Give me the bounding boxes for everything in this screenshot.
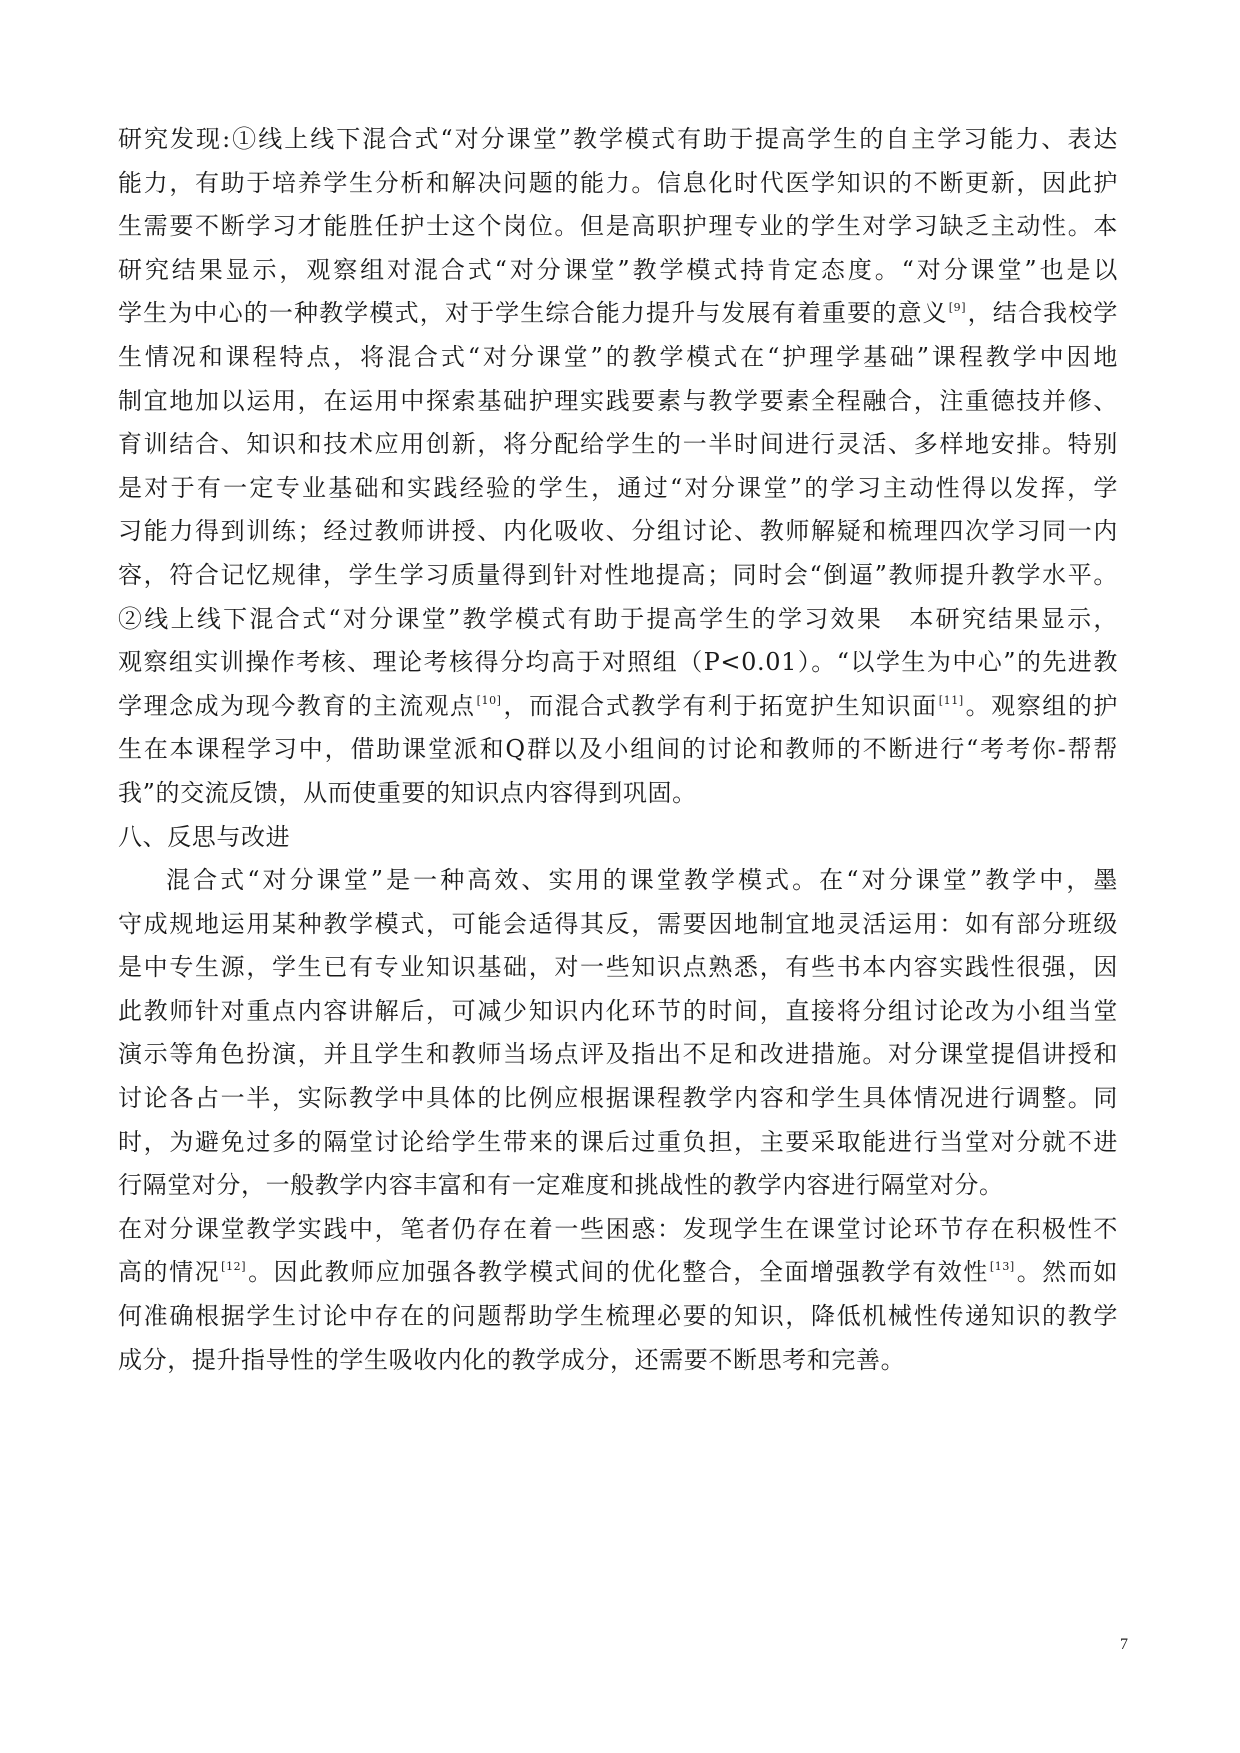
- text-line: [118, 1077, 1118, 1121]
- citation-superscript: [10]: [476, 693, 502, 707]
- line-text: 时，为避免过多的隔堂讨论给学生带来的课后过重负担，主要采取能进行当堂对分就不进: [118, 1127, 1118, 1156]
- citation-superscript: [11]: [938, 693, 964, 707]
- text-line: [118, 380, 1118, 424]
- text-line: [118, 510, 1118, 554]
- line-text: 此教师针对重点内容讲解后，可减少知识内化环节的时间，直接将分组讨论改为小组当堂: [118, 996, 1118, 1025]
- line-text: 是对于有一定专业基础和实践经验的学生，通过“对分课堂”的学习主动性得以发挥，学: [118, 473, 1118, 502]
- line-text: 讨论各占一半，实际教学中具体的比例应根据课程教学内容和学生具体情况进行调整。同: [118, 1084, 1118, 1113]
- line-text: 研究结果显示，观察组对混合式“对分课堂”教学模式持肯定态度。“对分课堂”也是以: [118, 255, 1118, 284]
- line-text: 学理念成为现今教育的主流观点: [118, 691, 476, 720]
- line-text: 生在本课程学习中，借助课堂派和Q群以及小组间的讨论和教师的不断进行“考考你-帮帮: [118, 735, 1118, 764]
- line-text: 生情况和课程特点，将混合式“对分课堂”的教学模式在“护理学基础”课程教学中因地: [118, 342, 1118, 371]
- line-text: 高的情况: [118, 1258, 221, 1287]
- line-text: 行隔堂对分，一般教学内容丰富和有一定难度和挑战性的教学内容进行隔堂对分。: [118, 1171, 1004, 1200]
- document-page: [118, 118, 1118, 1382]
- line-text: 习能力得到训练；经过教师讲授、内化吸收、分组讨论、教师解疑和梳理四次学习同一内: [118, 517, 1118, 546]
- text-line: [118, 641, 1118, 685]
- text-line: [118, 249, 1118, 293]
- text-line: [118, 336, 1118, 380]
- text-line: [118, 1251, 1118, 1295]
- text-line: [118, 859, 1118, 903]
- text-line: [118, 772, 1118, 816]
- section-heading: 八、反思与改进: [118, 822, 291, 851]
- paragraph-reflection: [118, 859, 1118, 1208]
- page-number: 7: [1120, 1636, 1128, 1653]
- text-line: [118, 467, 1118, 511]
- line-text: 。因此教师应加强各教学模式间的优化整合，全面增强教学有效性: [247, 1258, 989, 1287]
- line-text: 容，符合记忆规律，学生学习质量得到针对性地提高；同时会“倒逼”教师提升教学水平。: [118, 560, 1118, 589]
- text-line: [118, 205, 1118, 249]
- line-text: ，结合我校学: [967, 299, 1118, 328]
- line-text: 学生为中心的一种教学模式，对于学生综合能力提升与发展有着重要的意义: [118, 299, 948, 328]
- text-line: [118, 292, 1118, 336]
- line-text: 我”的交流反馈，从而使重要的知识点内容得到巩固。: [118, 778, 697, 807]
- text-line: [118, 903, 1118, 947]
- line-text: 。然而如: [1015, 1258, 1118, 1287]
- line-text: 研究发现:①线上线下混合式“对分课堂”教学模式有助于提高学生的自主学习能力、表达: [118, 125, 1118, 153]
- line-text: 育训结合、知识和技术应用创新，将分配给学生的一半时间进行灵活、多样地安排。特别: [118, 430, 1118, 459]
- citation-superscript: [12]: [221, 1260, 247, 1274]
- line-text: 制宜地加以运用，在运用中探索基础护理实践要素与教学要素全程融合，注重德技并修、: [118, 386, 1118, 415]
- text-line: [118, 1121, 1118, 1165]
- line-text: ②线上线下混合式“对分课堂”教学模式有助于提高学生的学习效果 本研究结果显示，: [118, 604, 1118, 633]
- text-line: [118, 1033, 1118, 1077]
- line-text: 混合式“对分课堂”是一种高效、实用的课堂教学模式。在“对分课堂”教学中，墨: [166, 866, 1118, 895]
- text-line: [118, 946, 1118, 990]
- line-text: 成分，提升指导性的学生吸收内化的教学成分，还需要不断思考和完善。: [118, 1345, 906, 1374]
- paragraph-research-findings: [118, 118, 1118, 816]
- text-line: [118, 990, 1118, 1034]
- paragraph-confusion: [118, 1208, 1118, 1382]
- text-line: [118, 598, 1118, 642]
- line-text: 观察组实训操作考核、理论考核得分均高于对照组（P<0.01）。“以学生为中心”的先进教: [118, 648, 1118, 677]
- text-line: [118, 1339, 1118, 1383]
- citation-superscript: [13]: [989, 1260, 1015, 1274]
- text-line: [118, 118, 1118, 162]
- line-text: ，而混合式教学有利于拓宽护生知识面: [502, 691, 938, 720]
- line-text: 能力，有助于培养学生分析和解决问题的能力。信息化时代医学知识的不断更新，因此护: [118, 168, 1118, 197]
- text-line: [118, 1164, 1118, 1208]
- line-text: 生需要不断学习才能胜任护士这个岗位。但是高职护理专业的学生对学习缺乏主动性。本: [118, 212, 1118, 241]
- line-text: 守成规地运用某种教学模式，可能会适得其反，需要因地制宜地灵活运用：如有部分班级: [118, 909, 1118, 938]
- text-line: [118, 685, 1118, 729]
- line-text: 何准确根据学生讨论中存在的问题帮助学生梳理必要的知识，降低机械性传递知识的教学: [118, 1302, 1118, 1331]
- text-line: [118, 162, 1118, 206]
- line-text: 。观察组的护: [964, 691, 1118, 720]
- text-line: [118, 554, 1118, 598]
- text-line: [118, 423, 1118, 467]
- line-text: 是中专生源，学生已有专业知识基础，对一些知识点熟悉，有些书本内容实践性很强，因: [118, 953, 1118, 982]
- citation-superscript: [9]: [948, 301, 967, 315]
- line-text: 在对分课堂教学实践中，笔者仍存在着一些困惑：发现学生在课堂讨论环节存在积极性不: [118, 1214, 1118, 1243]
- text-line: [118, 1208, 1118, 1252]
- text-line: [118, 728, 1118, 772]
- text-line: [118, 1295, 1118, 1339]
- line-text: 演示等角色扮演，并且学生和教师当场点评及指出不足和改进措施。对分课堂提倡讲授和: [118, 1040, 1118, 1069]
